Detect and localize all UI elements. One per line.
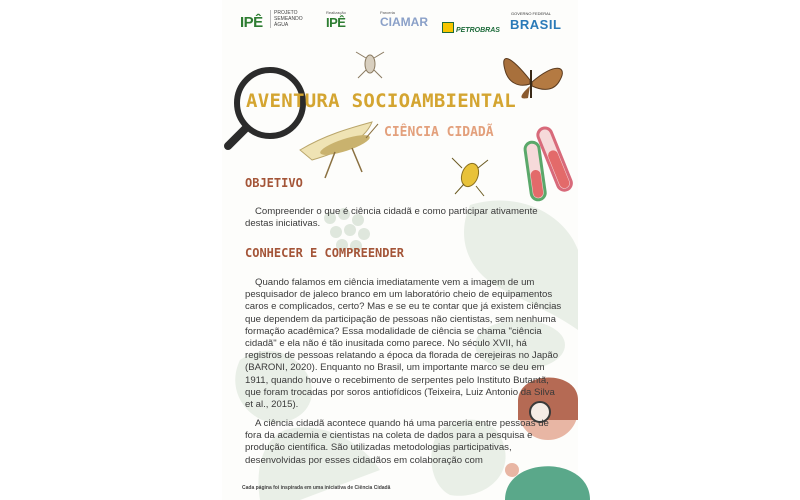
bug-icon (452, 158, 488, 196)
footer-note: Cada página foi inspirada em uma iniciativa de Ciência Cidadã (242, 485, 391, 491)
conhecer-heading: CONHECER E COMPREENDER (245, 246, 404, 260)
beetle-icon (356, 52, 384, 78)
header-logos (240, 8, 570, 38)
realizacao-block: Realização IPÊ (326, 10, 346, 30)
petrobras-icon (442, 22, 454, 33)
objetivo-text: Compreender o que é ciência cidadã e como participar ativamente destas iniciativas. (245, 206, 538, 230)
ciamar-logo: CIAMAR (380, 15, 428, 29)
page-subtitle: CIÊNCIA CIDADÃ (384, 125, 494, 140)
project-name: PROJETO SEMEANDO ÁGUA (270, 10, 303, 28)
objetivo-heading: OBJETIVO (245, 176, 303, 190)
page-title: AVENTURA SOCIOAMBIENTAL (246, 90, 516, 112)
gov-brasil-logo: GOVERNO FEDERAL BRASIL (510, 11, 562, 32)
test-tubes-icon (524, 126, 573, 201)
grasshopper-icon (300, 122, 378, 178)
conhecer-paragraph-2: A ciência cidadã acontece quando há uma parceria entre pessoas de fora da academia e cientistas na coleta de dados para a pesquisa e produção científica. São utilizadas metodologias participativas, desenvolvidas por esses cidadãos em colaboração com (245, 418, 549, 466)
petrobras-logo: PETROBRAS (442, 19, 500, 37)
ipe-logo-2: IPÊ (326, 15, 346, 30)
ipe-logo: IPÊ (240, 14, 263, 31)
conhecer-paragraph-1: Quando falamos em ciência imediatamente vem a imagem de um pesquisador de jaleco branco em um laboratório cheio de equipamentos caros e complicados, certo? Mas e se eu te contar que já existem ciências que dependem da participação de pessoas não cientistas, sem nenhuma formação acadêmica? Essa modalidade de ciência se chama "ciência cidadã" e ela não é tão inusitada como parece. No século XVII, há registros de pessoas relatando a época da florada de cerejeiras no Japão (BARONI, 2020). Enquanto no Brasil, um importante marco se deu em 1911, quando houve o recebimento de serpentes pelo Instituto Butantã, que foram trocadas por soros antiofídicos (Teixeira, Luiz Antonio da Silva et al., 2015). (245, 277, 562, 411)
parceria-block: Parceria CIAMAR (380, 10, 428, 29)
